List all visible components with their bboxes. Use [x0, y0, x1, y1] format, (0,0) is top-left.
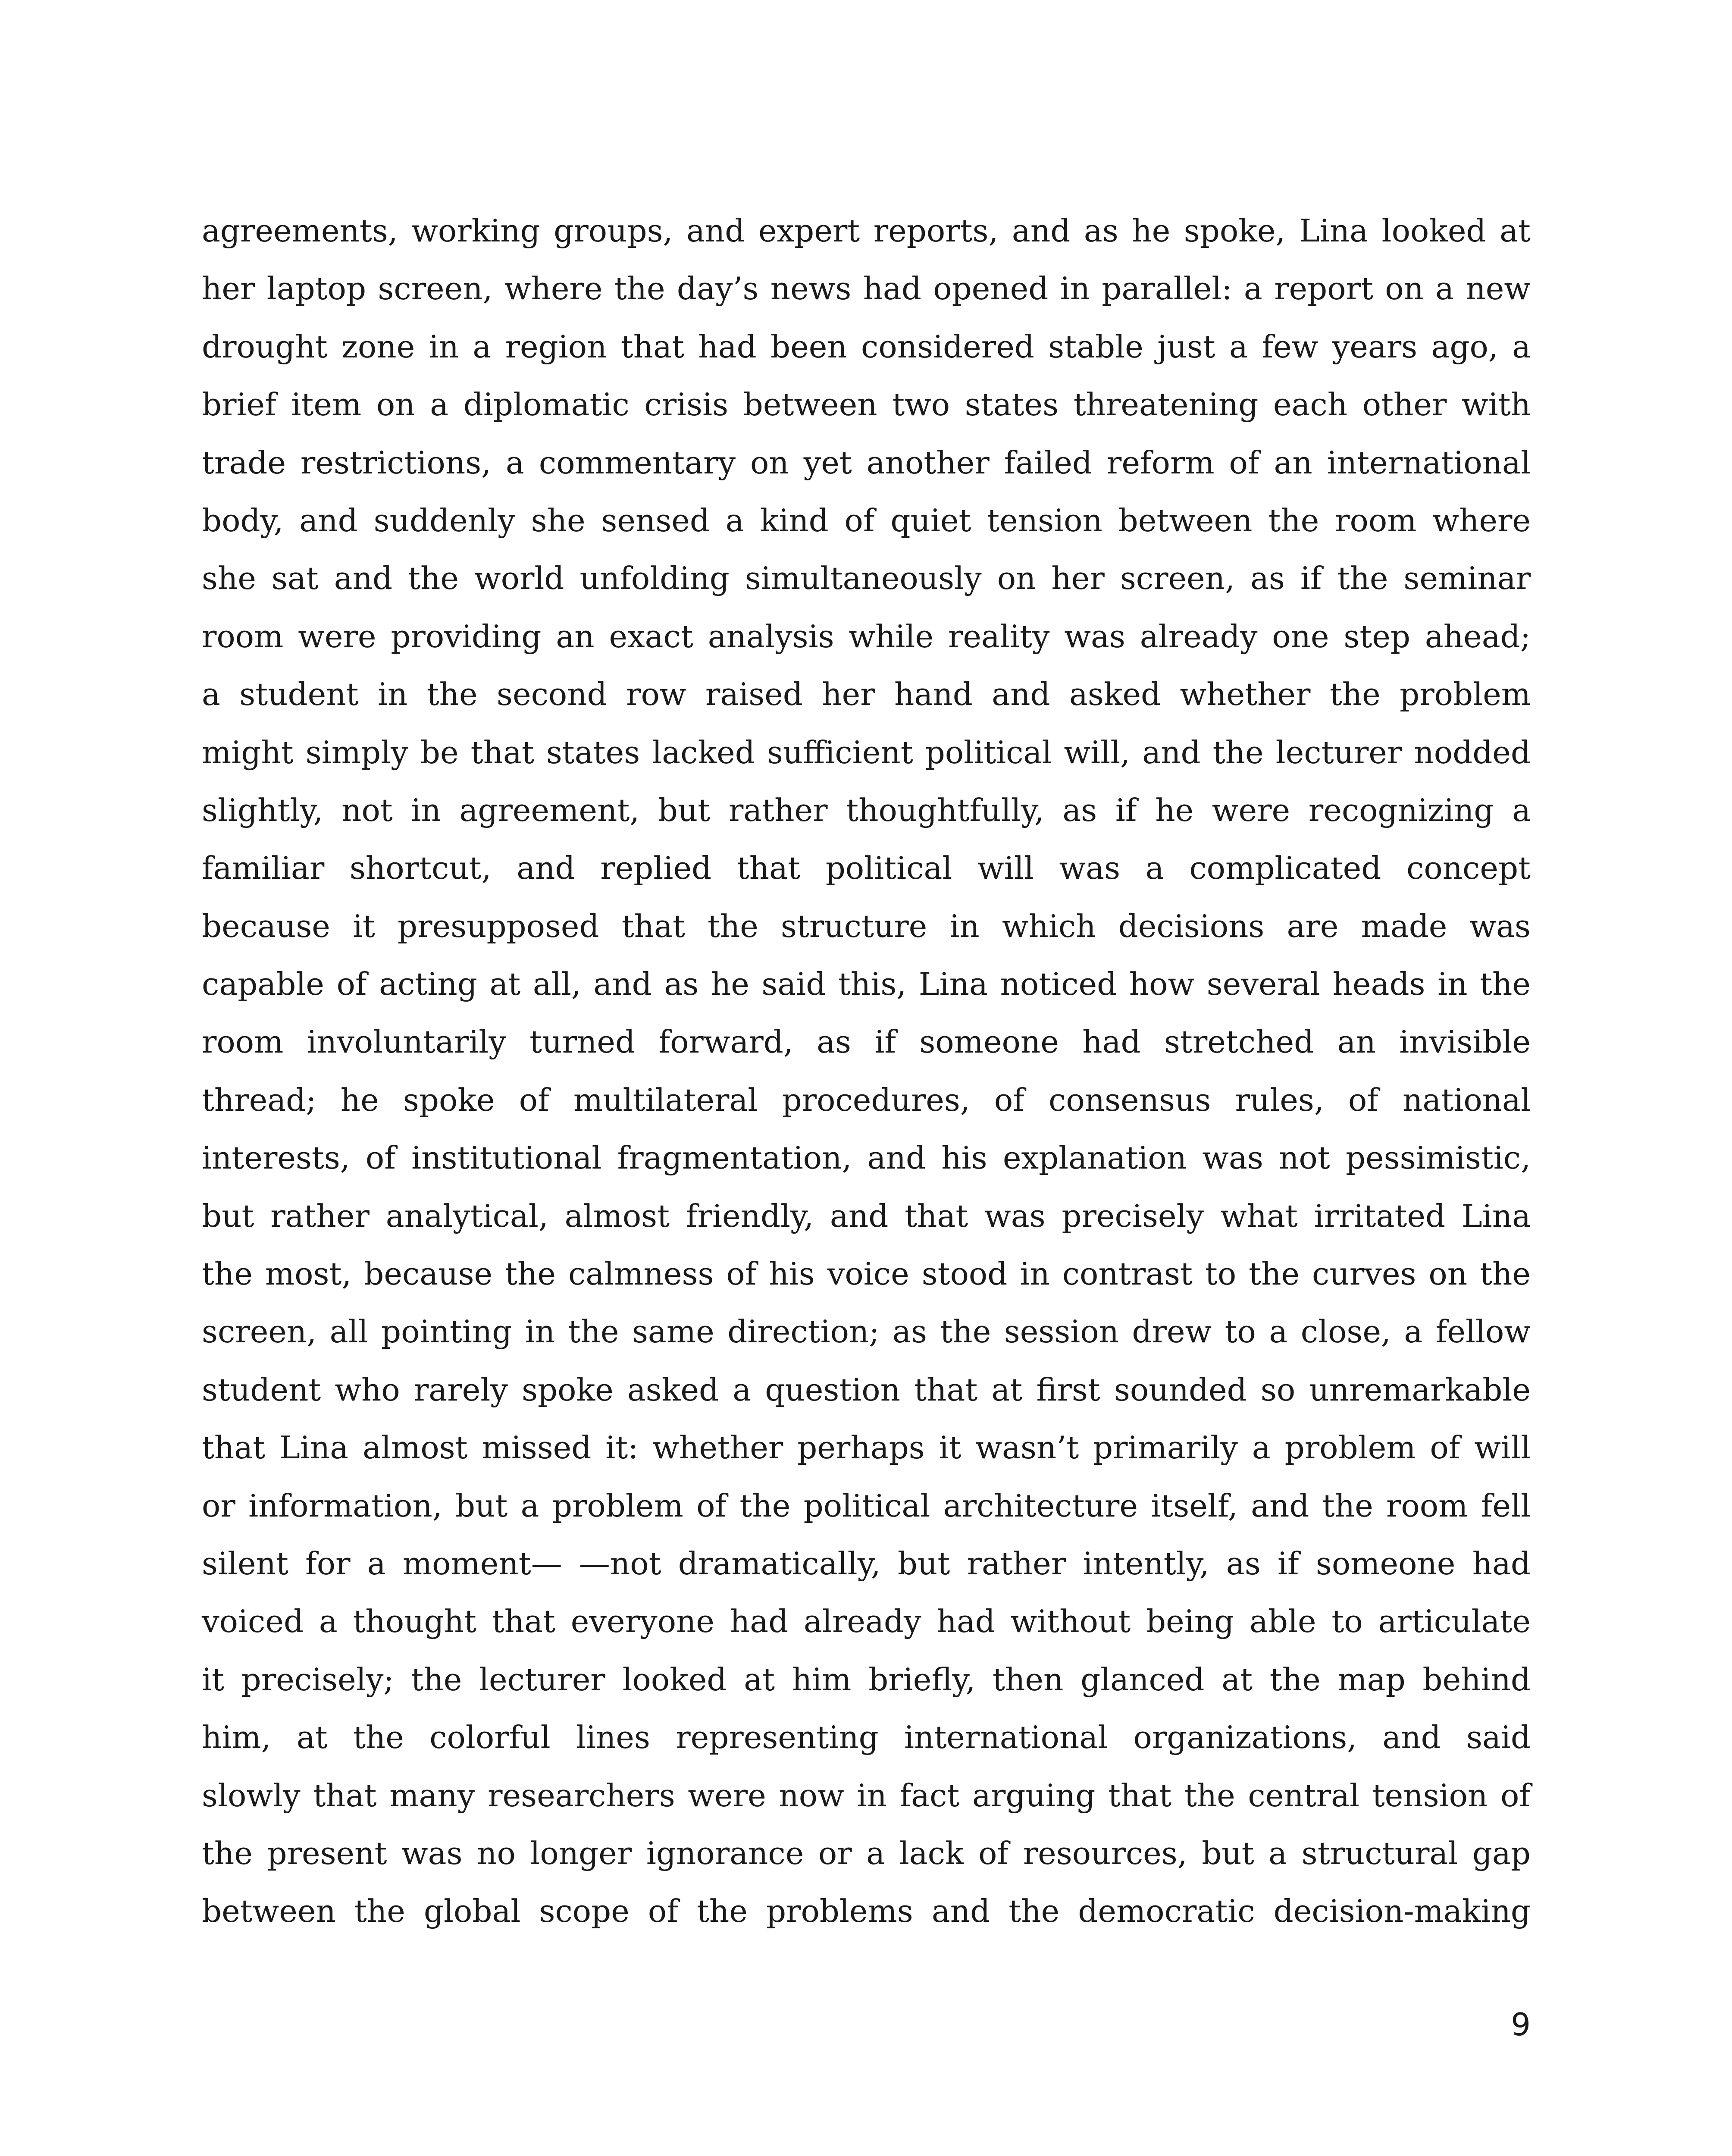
text-line: room were providing an exact analysis while reality was already one step ahead; — [202, 618, 1531, 655]
text-line: silent for a moment— —not dramatically, but rather intently, as if someone had — [202, 1545, 1531, 1582]
text-line: slightly, not in agreement, but rather thoughtfully, as if he were recognizing a — [202, 792, 1531, 828]
text-line: that Lina almost missed it: whether perhaps it wasn’t primarily a problem of will — [202, 1429, 1531, 1466]
text-line: a student in the second row raised her hand and asked whether the problem — [202, 676, 1531, 713]
text-line: interests, of institutional fragmentation, and his explanation was not pessimistic, — [202, 1140, 1531, 1176]
text-line: slowly that many researchers were now in fact arguing that the central tension of — [202, 1777, 1531, 1814]
text-line: capable of acting at all, and as he said this, Lina noticed how several heads in the — [202, 966, 1531, 1003]
text-line: the most, because the calmness of his voice stood in contrast to the curves on the — [202, 1256, 1531, 1292]
text-line: him, at the colorful lines representing international organizations, and said — [202, 1719, 1531, 1756]
text-line: it precisely; the lecturer looked at him briefly, then glanced at the map behind — [202, 1661, 1531, 1698]
text-line: brief item on a diplomatic crisis between two states threatening each other with — [202, 386, 1531, 423]
text-line: familiar shortcut, and replied that political will was a complicated concept — [202, 850, 1531, 887]
text-line: her laptop screen, where the day’s news had opened in parallel: a report on a new — [202, 270, 1531, 307]
text-line: thread; he spoke of multilateral procedures, of consensus rules, of national — [202, 1081, 1531, 1118]
text-line: might simply be that states lacked sufficient political will, and the lecturer nodded — [202, 734, 1531, 771]
text-line: trade restrictions, a commentary on yet another failed reform of an international — [202, 444, 1531, 481]
text-line: screen, all pointing in the same direction; as the session drew to a close, a fellow — [202, 1313, 1531, 1350]
text-line: student who rarely spoke asked a question that at first sounded so unremarkable — [202, 1371, 1531, 1408]
text-line: room involuntarily turned forward, as if someone had stretched an invisible — [202, 1024, 1531, 1060]
text-line: she sat and the world unfolding simultaneously on her screen, as if the seminar — [202, 560, 1531, 597]
page-number: 9 — [1511, 2006, 1531, 2043]
text-line: agreements, working groups, and expert reports, and as he spoke, Lina looked at — [202, 213, 1531, 249]
text-line: voiced a thought that everyone had already had without being able to articulate — [202, 1603, 1531, 1640]
text-line: body, and suddenly she sensed a kind of quiet tension between the room where — [202, 502, 1531, 539]
text-line: the present was no longer ignorance or a lack of resources, but a structural gap — [202, 1835, 1531, 1871]
text-line: between the global scope of the problems and the democratic decision-making — [202, 1893, 1531, 1930]
text-line: because it presupposed that the structure in which decisions are made was — [202, 908, 1531, 944]
text-line: but rather analytical, almost friendly, and that was precisely what irritated Lina — [202, 1197, 1531, 1234]
text-line: drought zone in a region that had been considered stable just a few years ago, a — [202, 328, 1531, 365]
body-paragraph — [202, 202, 1531, 1940]
text-line: or information, but a problem of the political architecture itself, and the room fell — [202, 1487, 1531, 1524]
